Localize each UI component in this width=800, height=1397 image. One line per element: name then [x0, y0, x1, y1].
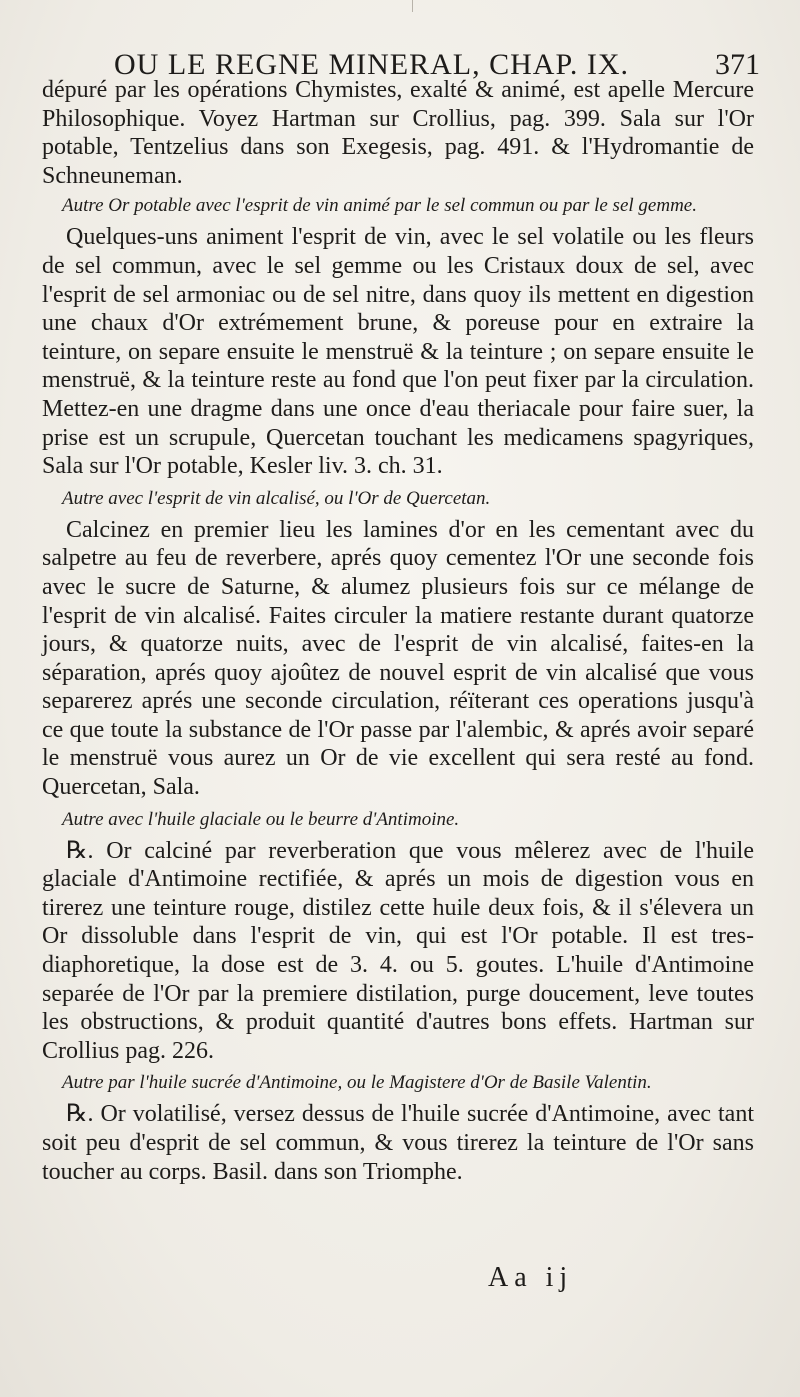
running-title: OU LE REGNE MINERAL, CHAP. IX. — [114, 48, 629, 81]
paragraph-quercetan: Calcinez en premier lieu les lamines d'or en les cementant avec du salpetre au feu de reverbere, aprés quoy cementez l'Or une seconde fois avec le sucre de Saturne, & alumez plusieurs fois sur ce mélange de l'esprit de vin alcalisé. Faites circuler la matiere restante durant quatorze jours, & quatorze nuits, avec de l'esprit de vin alcalisé, faites-en la séparation, aprés quoy ajoûtez de nouvel esprit de vin alcalisé que vous separerez aprés une seconde circulation, réïterant ces operations jusqu'à ce que toute la substance de l'Or passe par l'alembic, & aprés avoir separé le menstruë vous aurez un Or de vie excellent qui sera resté au fond. Quercetan, Sala. — [42, 516, 754, 801]
paragraph-sel-commun: Quelques-uns animent l'esprit de vin, avec le sel volatile ou les fleurs de sel commun, avec le sel gemme ou les Cristaux doux de sel, avec l'esprit de sel armoniac ou de sel nitre, dans quoy ils mettent en digestion une chaux d'Or extrémement brune, & poreuse pour en extraire la teinture, on separe ensuite le menstruë & la teinture ; on separe ensuite le menstruë, & la teinture reste au fond que l'on peut fixer par la circulation. Mettez-en une dragme dans une once d'eau theriacale pour faire suer, la prise est un scrupule, Quercetan touchant les medicamens spagyriques, Sala sur l'Or potable, Kesler liv. 3. ch. 31. — [42, 224, 754, 480]
paragraph-antimoine: ℞. Or calciné par reverberation que vous mêlerez avec de l'huile glaciale d'Antimoine rectifiée, & aprés un mois de digestion vous en tirerez une teinture rouge, distilez cette huile deux fois, & il s'élevera un Or dissoluble dans l'esprit de vin, qui est l'Or potable. Il est tres-diaphoretique, la dose est de 3. 4. ou 5. goutes. L'huile d'Antimoine separée de l'Or par la premiere distilation, purge doucement, leve toutes les obstructions, & produit quantité d'autres bons effets. Hartman sur Crollius pag. 226. — [42, 837, 754, 1064]
page-number: 371 — [715, 48, 760, 81]
section-heading-antimoine: Autre avec l'huile glaciale ou le beurre d'Antimoine. — [62, 808, 460, 830]
page-body — [42, 76, 754, 1186]
signature-mark: Aa ij — [488, 1262, 574, 1293]
paragraph-basile: ℞. Or volatilisé, versez dessus de l'huile sucrée d'Antimoine, avec tant soit peu d'esprit de sel commun, & vous tirerez la teinture de l'Or sans toucher au corps. Basil. dans son Triomphe. — [42, 1101, 754, 1185]
paragraph-continued: dépuré par les opérations Chymistes, exalté & animé, est apelle Mercure Philosophique. Voyez Hartman sur Crollius, pag. 399. Sala sur l'Or potable, Tentzelius dans son Exegesis, pag. 491. & l'Hydromantie de Schneuneman. — [42, 77, 754, 189]
section-heading-sel-commun: Autre Or potable avec l'esprit de vin animé par le sel commun ou par le sel gemme. — [62, 195, 697, 217]
section-heading-basile: Autre par l'huile sucrée d'Antimoine, ou le Magistere d'Or de Basile Valentin. — [62, 1072, 652, 1094]
section-heading-quercetan: Autre avec l'esprit de vin alcalisé, ou l'Or de Quercetan. — [62, 487, 491, 509]
page-edge-mark — [412, 0, 413, 12]
